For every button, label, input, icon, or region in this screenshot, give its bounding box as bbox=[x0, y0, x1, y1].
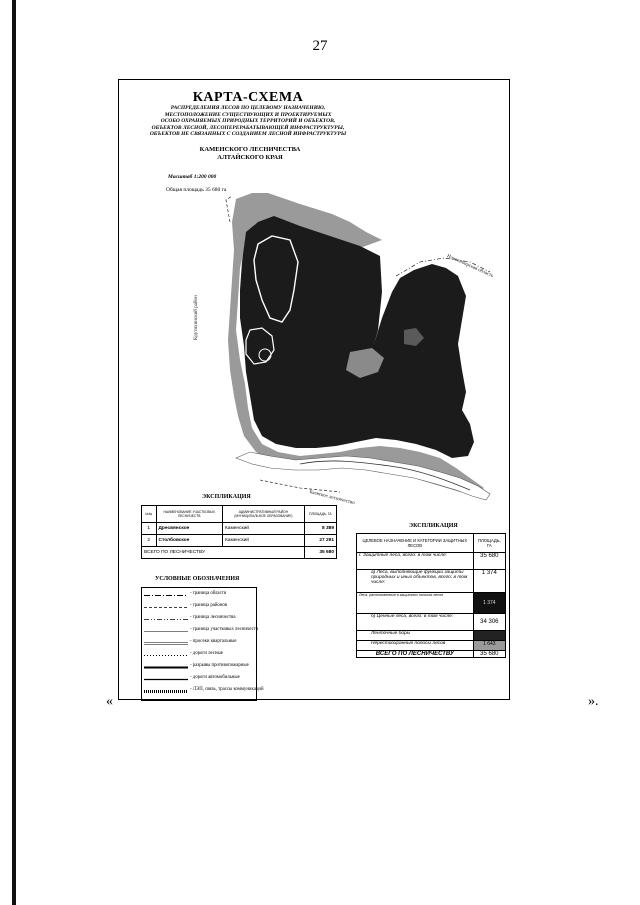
legend-item: - граница лесничества bbox=[144, 614, 256, 625]
total-value: 35 680 bbox=[304, 547, 336, 559]
row-district: Каменский bbox=[223, 523, 305, 535]
forestry-line: КАМЕНСКОГО ЛЕСНИЧЕСТВА bbox=[199, 146, 301, 153]
column-header: НАИМЕНОВАНИЕ УЧАСТКОВЫХ ЛЕСНИЧЕСТВ bbox=[156, 506, 223, 523]
line-symbol-icon bbox=[144, 678, 188, 681]
table-row bbox=[357, 614, 506, 631]
row-value: 1 374 bbox=[473, 570, 505, 593]
total-value: 35 680 bbox=[473, 651, 505, 658]
row-label: б) Ценные леса, всего: в том числе: bbox=[357, 614, 474, 631]
map-label-right-region: Новосибирская область bbox=[445, 254, 494, 280]
subtitle-line: МЕСТОПОЛОЖЕНИЕ СУЩЕСТВУЮЩИХ И ПРОЕКТИРУЕМЫХ bbox=[164, 111, 332, 118]
line-symbol-icon bbox=[144, 642, 188, 645]
explication1-table bbox=[141, 505, 337, 559]
row-name: Дресвянское bbox=[156, 523, 223, 535]
line-symbol-icon bbox=[144, 654, 188, 657]
row-label: а) Леса, выполняющие функции защиты природных и иных объектов, всего: в том числе: bbox=[357, 570, 474, 593]
legend-box bbox=[141, 587, 264, 701]
explication1-title: ЭКСПЛИКАЦИЯ bbox=[202, 494, 251, 500]
district-boundary bbox=[226, 196, 232, 222]
quote-open: « bbox=[106, 694, 113, 709]
row-label: Нерестоохранные полосы лесов bbox=[357, 641, 474, 651]
line-symbol-icon bbox=[144, 666, 188, 669]
legend-item: - граница области bbox=[144, 590, 256, 601]
row-value: 1 643 bbox=[473, 641, 505, 651]
table-total-row bbox=[357, 651, 506, 658]
subtitle-line: ОБЪЕКТОВ НЕ СВЯЗАННЫХ С СОЗДАНИЕМ ЛЕСНОЙ ИНФРАСТРУКТУРЫ bbox=[149, 131, 347, 138]
row-area: 27 291 bbox=[304, 535, 336, 547]
table-header-row bbox=[357, 534, 506, 553]
table-row bbox=[357, 593, 506, 614]
column-header: ПЛОЩАДЬ, ГА bbox=[304, 506, 336, 523]
district-boundary bbox=[260, 480, 340, 492]
legend-title: УСЛОВНЫЕ ОБОЗНАЧЕНИЯ bbox=[155, 576, 240, 582]
explication2-title: ЭКСПЛИКАЦИЯ bbox=[409, 523, 458, 529]
row-num: 2 bbox=[142, 535, 157, 547]
subtitle-line: РАСПРЕДЕЛЕНИЯ ЛЕСОВ ПО ЦЕЛЕВОМУ НАЗНАЧЕНИЮ, bbox=[170, 105, 326, 111]
column-header: ПЛОЩАДЬ, ГА bbox=[473, 534, 505, 553]
table-row bbox=[142, 535, 337, 547]
map-title: КАРТА-СХЕМА bbox=[192, 90, 304, 105]
legend-item: - граница районов bbox=[144, 602, 256, 613]
total-label: ВСЕГО ПО ЛЕСНИЧЕСТВУ bbox=[142, 547, 305, 559]
table-row bbox=[357, 631, 506, 641]
map-scale: Масштаб 1:200 000 bbox=[168, 174, 217, 180]
column-header: ЦЕЛЕВОЕ НАЗНАЧЕНИЕ И КАТЕГОРИИ ЗАЩИТНЫХ ЛЕСОВ bbox=[357, 534, 474, 553]
table-row bbox=[357, 570, 506, 593]
legend-item: - граница участковых лесничеств bbox=[144, 626, 256, 637]
column-header: №№ bbox=[142, 506, 157, 523]
line-symbol-icon bbox=[144, 690, 188, 693]
row-area: 8 389 bbox=[304, 523, 336, 535]
subtitle-line: ОБЪЕКТОВ ЛЕСНОЙ, ЛЕСОПЕРЕРАБАТЫВАЮЩЕЙ ИНФРАСТРУКТУРЫ, bbox=[151, 124, 345, 131]
map-label-bottom-forestry: Баевское лесничество bbox=[308, 490, 356, 507]
row-label: Ленточные боры bbox=[357, 631, 474, 641]
forestry-line: АЛТАЙСКОГО КРАЯ bbox=[217, 154, 283, 161]
row-value: 35 680 bbox=[473, 553, 505, 570]
total-label: ВСЕГО ПО ЛЕСНИЧЕСТВУ bbox=[357, 651, 474, 658]
subtitle-line: ОСОБО ОХРАНЯЕМЫХ ПРИРОДНЫХ ТЕРРИТОРИЙ И ОБЪЕКТОВ, bbox=[160, 118, 336, 125]
line-symbol-icon bbox=[144, 594, 188, 597]
table-row bbox=[357, 553, 506, 570]
row-value: 34 306 bbox=[473, 614, 505, 631]
row-label: Леса, расположенные в защитных полосах лесов bbox=[357, 593, 474, 614]
table-header-row bbox=[142, 506, 337, 523]
legend-item: - дороги автомобильные bbox=[144, 674, 256, 685]
total-area: Общая площадь 35 680 га bbox=[166, 187, 227, 193]
row-label: I. Защитные леса, всего: в том числе: bbox=[357, 553, 474, 570]
row-value bbox=[473, 631, 505, 641]
legend-item: - дороги лесные bbox=[144, 650, 256, 661]
legend-item: - просеки квартальные bbox=[144, 638, 256, 649]
table-row bbox=[142, 523, 337, 535]
table-row bbox=[357, 641, 506, 651]
column-header: АДМИНИСТРАТИВНЫЙ РАЙОН (МУНИЦИПАЛЬНОЕ ОБРАЗОВАНИЕ) bbox=[223, 506, 305, 523]
row-name: Столбовское bbox=[156, 535, 223, 547]
explication2-table bbox=[356, 533, 506, 658]
row-num: 1 bbox=[142, 523, 157, 535]
page-number: 27 bbox=[312, 38, 328, 54]
table-total-row bbox=[142, 547, 337, 559]
line-symbol-icon bbox=[144, 606, 188, 609]
line-symbol-icon bbox=[144, 630, 188, 633]
row-value: 1 374 bbox=[473, 593, 505, 614]
legend-item: - разрывы противопожарные bbox=[144, 662, 256, 673]
line-symbol-icon bbox=[144, 618, 188, 621]
row-district: Каменский bbox=[223, 535, 305, 547]
map-label-left-district: Крутихинский район bbox=[194, 295, 199, 340]
river bbox=[236, 452, 490, 500]
quote-close: ». bbox=[588, 694, 599, 709]
legend-item: - ЛЭП, связь, трассы коммуникаций bbox=[144, 686, 256, 697]
